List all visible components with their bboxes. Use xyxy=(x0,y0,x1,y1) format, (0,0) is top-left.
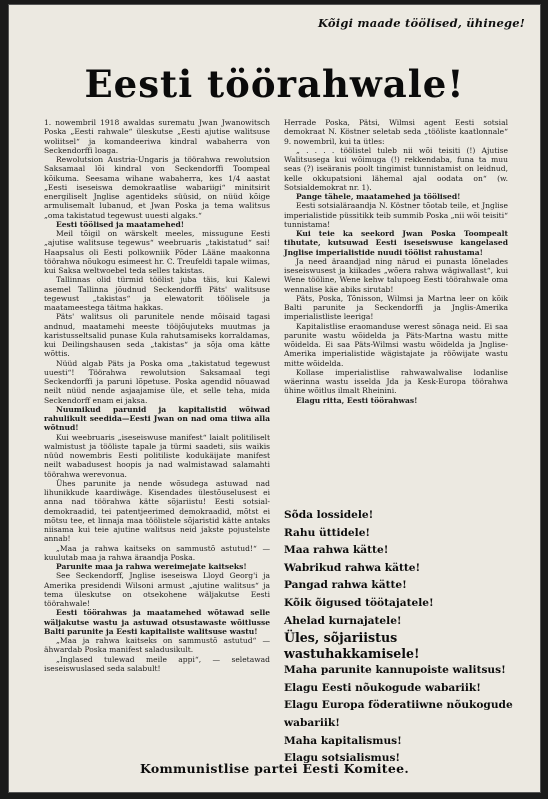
paragraph: Nüüd algab Päts ja Poska oma „takistatud tegewust uuesti“! Töörahwa rewolutsion Saksamaal tegi Seckendorffi ja paruni lõpetuse. Poska agendid nõuawad neilt nüüd nende asjaajamise üle, et selle teha, mida Seckendorff enam ei jaksa. xyxy=(44,358,270,405)
paragraph: Ja need äraandjad ning närud ei punasta lõnelades iseseiswusest ja kiikades „wõera rahwa wägiwallast“, kui Wene tööline, Wene kehw talupoeg Eesti töörahwale oma wennalise käe abiks sirutab! xyxy=(284,256,508,294)
paragraph: Kollase imperialistlise rahwawalwalise lodanlise wäerinna wastu isselda Jda ja Kesk-Europa töörahwa ühine wõitlus ilmalt Rheinini. xyxy=(284,367,508,396)
paragraph: „Maa ja rahwa kaitseks on sammustõ astutud“ — ähwardab Poska manifest saladusikult. xyxy=(44,636,270,655)
paragraph: Rewolutsion Austria-Ungaris ja töörahwa rewolutsion Saksamaal lõi kindral von Seckendorffi Toompeal kõikuma. Seesama wihane wabaherra, kes 1/4 aastat „Eesti iseseiswa demokraatlise wabariigi“ minitsirit energiliselt Jnglise agentideks süüsid, on nüüd kõige armulisemalt lubanud, et Jwan Poska ja tema walitsus „oma takistatud tegewust uuesti algaks.“ xyxy=(44,155,270,220)
slogan: Kõik õigused töötajatele! xyxy=(284,596,434,609)
paragraph: „Inglased tulewad meile appi“, — seletawad iseseiswuslased seda salabult! xyxy=(44,654,270,673)
slogan: Sõda lossidele! xyxy=(284,509,374,521)
paragraph: Eesti töörahwas ja maatamehed wõtawad selle wäljakutse wastu ja astuwad otsustawaste wõitlusse Balti parunite ja Eesti kapitaliste walitsuse wastu! xyxy=(44,608,270,636)
paragraph: Kapitalistlise eraomanduse werest sõnaga neid. Ei saa parunite wastu wõidelda ja Päts-Martna wastu mitte wõidelda. Ei saa Päts-Wilmsi wastu wõidelda ja Jnglise-Amerika imperialistide wägistajate ja röõwijate wastu mitte wõidelda. xyxy=(284,321,508,368)
paragraph: See Seckendorff, Jnglise iseseiswa Lloyd Georg'i ja Amerika presidendi Wilsoni armust „ajutine walitsus“ ja tema üleskutse on otsekohene wäljakutse Eesti töörahwale! xyxy=(44,571,270,608)
poster-sheet xyxy=(8,4,541,793)
slogan: Elagu sotsialismus! xyxy=(284,752,401,765)
paragraph: Kui teie ka seekord Jwan Poska Toompealt tihutate, kutsuwad Eesti iseseiswuse kangelased Jnglise imperialistide nuudi töölist rahustama! xyxy=(284,229,508,257)
paragraph: Eesti sotsialäraandja N. Köstner tõotab teile, et Jnglise imperialistide püssitikk teib summib Poska „nii wõi teisiti“ tunnistama! xyxy=(284,201,508,229)
paragraph: Pange tähele, maatamehed ja töölised! xyxy=(296,192,461,201)
left-column xyxy=(44,118,270,673)
slogan: Elagu Europa föderatiiwne nõukogude wabariik! xyxy=(284,699,513,729)
paragraph: Parunite maa ja rahwa wereimejate kaitseks! xyxy=(56,562,247,571)
poster-title: Eesti töörahwale! xyxy=(84,62,465,106)
paragraph: Kui weebruaris „iseseiswuse manifest“ laialt politiliselt walmistust ja tööliste tapale ja türmi saadeti, siis waikis nüüd nowembris Eesti politiliste kodukäijate manifest neilt wabadusest hoopis ja nad walmistawad salamahti töörahwa werevonua. xyxy=(44,432,270,479)
paragraph: 1. nowembril 1918 awaldas surematu Jwan Jwanowitsch Poska „Eesti rahwale“ üleskutse „Eesti ajutise walitsuse woliitsel“ ja komandeeriwa kindral wabaherra von Seckendorffi loaga. xyxy=(44,118,270,155)
quote: „ . . . . töölistel tuleb nii wõi teisiti (!) Ajutise Walitsusega kui wõimuga (!) rekkendaba, funa ta muu seas (?) iseäranis poolt tingimist tunnistamist on leidnud, kelle okkupatsioni lähemal ajal oodata on“ (w. Sotsialdemokrat nr. 1). xyxy=(284,145,508,192)
right-column xyxy=(284,118,508,405)
slogan: Elagu Eesti nõukogude wabariik! xyxy=(284,681,481,694)
paragraph: Ühes parunite ja nende wõsudega astuwad nad lihunikkude kaardiwäge. Kisendades ülestõuselusest ei anna nad töörahwa kätte sõjariistu! Eesti sotsial-demokraadid, tei patentjeerimed demokraadid, mõtst ei mõtsu tee, et linnaja maa töölistele sõjaristid kätte antaks niisama kui teie ajutine walitsus neid jakste pojustelste annab! xyxy=(44,478,270,544)
paragraph: „Maa ja rahwa kaitseks on sammustõ astutud!“ — kuulutab maa ja rahwa äraandja Poska. xyxy=(44,543,270,562)
paragraph: Päts, Poska, Tõnisson, Wilmsi ja Martna leer on kõik Balti parunite ja Seckendorffi ja Jnglis-Amerika imperialistliste leeriga! xyxy=(284,293,508,322)
slogan: Üles, sõjariistus wastuhakkamisele! xyxy=(284,630,420,662)
paragraph: Meil tõigil on wärskelt meeles, missugune Eesti „ajutise walitsuse tegewus“ weebruaris „takistatud“ sai! Haapsalus oli Eesti polkowniik Põder Lääne maakonna töörahwa nõukogu esimeest hr. C. Treufeldi tapale wiimas, kui Saksa weltwoebel teda selles takistas. xyxy=(44,229,270,275)
paragraph: Päts' walitsus oli parunitele nende mõisaid tagasi andnud, maatamehi meeste tööjõujuteks muutmas ja karistusseltsalid punase Kula rahutsamiseks korraldamas, kui Deilingshausen seda „takistas“ ja sõja oma kätte wõttis. xyxy=(44,312,270,359)
slogan: Maha parunite kannupoiste walitsus! xyxy=(284,664,506,677)
slogan: Maha kapitalismus! xyxy=(284,734,402,747)
paragraph: Herrade Poska, Pätsi, Wilmsi agent Eesti sotsial demokraat N. Köstner seletab seda „tööliste kaatlonnale“ 9. nowembril, kui ta ütles: xyxy=(284,118,508,146)
paragraph: Nuumikud parunid ja kapitalistid wõiwad rahulikult seedida—Eesti Jwan on nad oma tiiwa alla wõtnud! xyxy=(44,404,270,433)
slogan: Maa rahwa kätte! xyxy=(284,544,389,557)
paragraph: Tallinnas olid türmid töölist juba täis, kui Kalewi asemel Tallinna jõudnud Seckendorffi Päts' walitsuse tegewust „takistas“ ja elewatorit töölisele ja maatameestega täitma hakkas. xyxy=(44,275,270,312)
paragraph: Elagu ritta, Eesti töörahwas! xyxy=(296,395,418,405)
paragraph: Eesti töölised ja maatamehed! xyxy=(56,219,185,229)
slogan: Rahu üttidele! xyxy=(284,526,371,539)
slogan: Wabrikud rahwa kätte! xyxy=(284,561,421,574)
top-slogan: Kõigi maade töölised, ühinege! xyxy=(317,16,525,30)
slogan: Ahelad kurnajatele! xyxy=(284,614,402,627)
slogan: Pangad rahwa kätte! xyxy=(284,579,407,592)
signature: Kommunistlise partei Eesti Komitee. xyxy=(139,761,410,776)
slogan-list xyxy=(284,507,514,768)
